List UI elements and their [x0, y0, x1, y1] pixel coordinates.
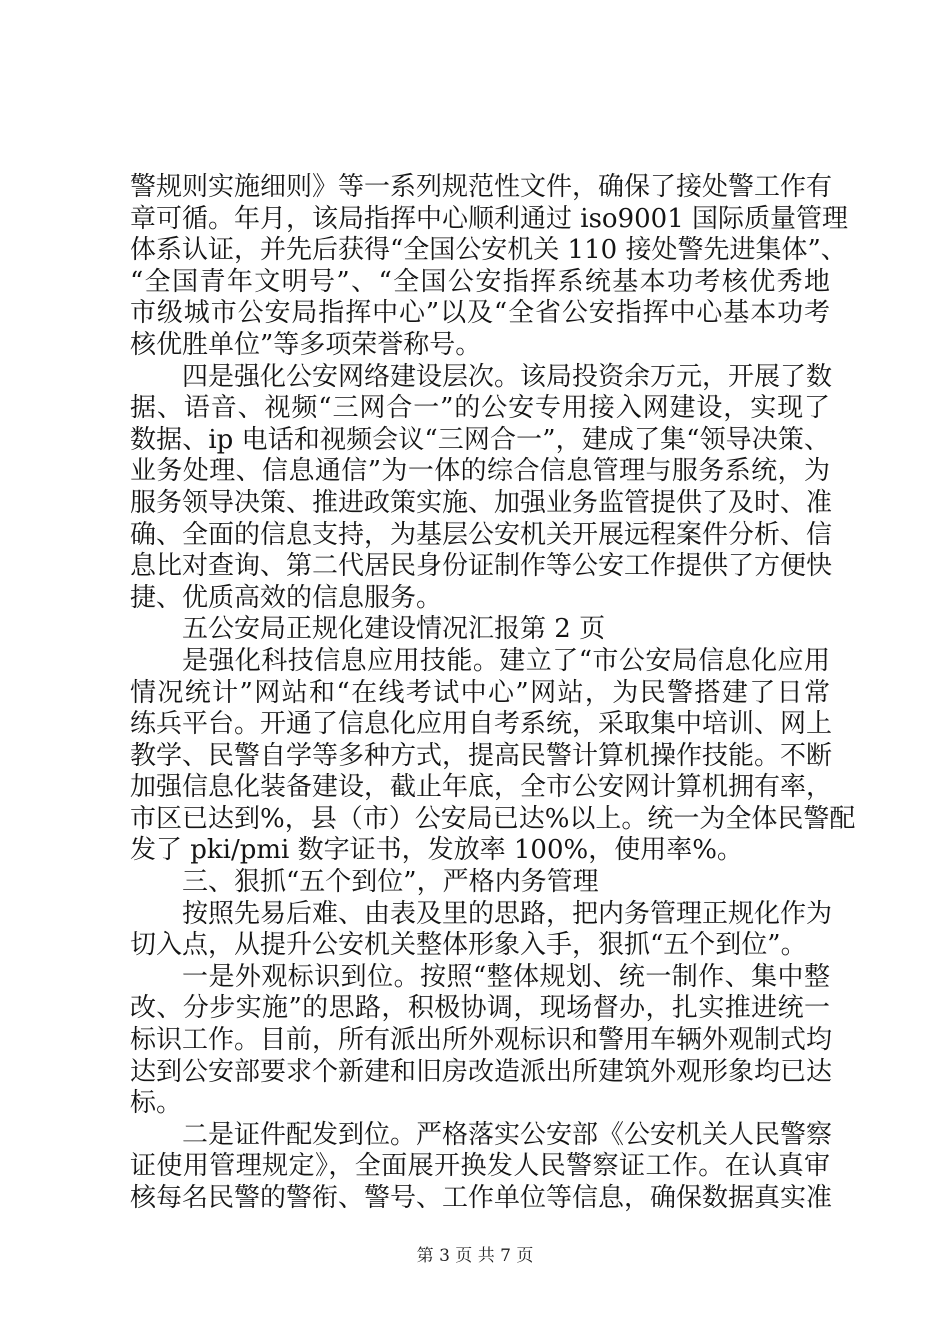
text-line: 教学、民警自学等多种方式，提高民警计算机操作技能。不断 — [130, 740, 833, 771]
document-body — [130, 172, 856, 1215]
text-line: 三、狠抓“五个到位”，严格内务管理 — [182, 867, 599, 898]
text-line: 捷、优质高效的信息服务。 — [130, 582, 443, 613]
text-line: 章可循。年月，该局指挥中心顺利通过 iso9001 国际质量管理 — [130, 203, 849, 234]
text-line: 一是外观标识到位。按照“整体规划、统一制作、集中整 — [182, 961, 830, 992]
text-line: 证使用管理规定》，全面展开换发人民警察证工作。在认真审 — [130, 1151, 830, 1182]
text-line: “全国青年文明号”、“全国公安指挥系统基本功考核优秀地 — [130, 266, 830, 297]
text-line: 练兵平台。开通了信息化应用自考系统，采取集中培训、网上 — [130, 709, 833, 740]
text-line: 四是强化公安网络建设层次。该局投资余万元，开展了数 — [182, 361, 833, 392]
text-line: 业务处理、信息通信”为一体的综合信息管理与服务系统，为 — [130, 456, 830, 487]
text-line: 核优胜单位”等多项荣誉称号。 — [130, 329, 482, 360]
text-line: 核每名民警的警衔、警号、工作单位等信息，确保数据真实准 — [130, 1183, 833, 1213]
text-line: 据、语音、视频“三网合一”的公安专用接入网建设，实现了 — [130, 393, 830, 424]
text-line: 标。 — [130, 1088, 183, 1119]
text-line: 加强信息化装备建设，截止年底，全市公安网计算机拥有率， — [130, 772, 833, 803]
text-line: 情况统计”网站和“在线考试中心”网站，为民警搭建了日常 — [130, 677, 830, 708]
text-line: 市区已达到%，县（市）公安局已达%以上。统一为全体民警配 — [130, 803, 856, 834]
text-line: 体系认证，并先后获得“全国公安机关 110 接处警先进集体”、 — [130, 235, 847, 266]
text-line: 二是证件配发到位。严格落实公安部《公安机关人民警察 — [182, 1119, 833, 1150]
text-line: 警规则实施细则》等一系列规范性文件，确保了接处警工作有 — [130, 172, 833, 202]
text-line: 市级城市公安局指挥中心”以及“全省公安指挥中心基本功考 — [130, 298, 830, 329]
text-line: 确、全面的信息支持，为基层公安机关开展远程案件分析、信 — [130, 519, 833, 550]
text-line: 息比对查询、第二代居民身份证制作等公安工作提供了方便快 — [130, 551, 833, 582]
text-line: 服务领导决策、推进政策实施、加强业务监管提供了及时、准 — [130, 487, 833, 518]
text-line: 切入点，从提升公安机关整体形象入手，狠抓“五个到位”。 — [130, 930, 807, 961]
text-line: 标识工作。目前，所有派出所外观标识和警用车辆外观制式均 — [130, 1025, 833, 1056]
text-line: 数据、ip 电话和视频会议“三网合一”，建成了集“领导决策、 — [130, 424, 830, 455]
text-line: 达到公安部要求个新建和旧房改造派出所建筑外观形象均已达 — [130, 1056, 833, 1087]
text-line: 按照先易后难、由表及里的思路，把内务管理正规化作为 — [182, 898, 833, 929]
text-line: 五公安局正规化建设情况汇报第 2 页 — [182, 614, 606, 645]
text-line: 是强化科技信息应用技能。建立了“市公安局信息化应用 — [182, 645, 830, 676]
text-line: 改、分步实施”的思路，积极协调，现场督办，扎实推进统一 — [130, 993, 830, 1024]
text-line: 发了 pki/pmi 数字证书，发放率 100%，使用率%。 — [130, 835, 743, 866]
page-footer: 第 3 页 共 7 页 — [416, 1246, 534, 1266]
